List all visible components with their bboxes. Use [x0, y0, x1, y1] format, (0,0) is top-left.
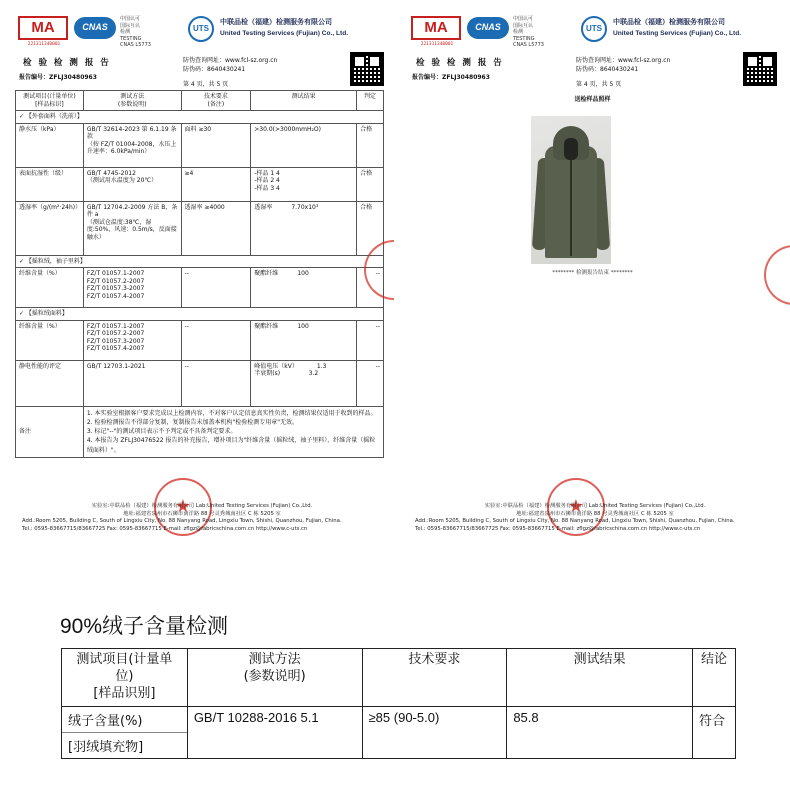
table-row: 静电性能的评定 GB/T 12703.1-2021 -- 峰值电压（kV） 1.3 半衰期(s) 3.2 -- [16, 360, 384, 406]
ma-number: 221311340001 [420, 42, 454, 47]
cnas-logo: CNAS [74, 17, 116, 39]
jacket-sample-photo [531, 116, 611, 264]
org-name-cn: 中联品检（福建）检测服务有限公司 [220, 18, 332, 26]
table-row: 纤维含量（%） FZ/T 01057.1-2007 FZ/T 01057.2-2007 FZ/T 01057.3-2007 FZ/T 01057.4-2007 -- 聚酯纤维 100 -- [16, 268, 384, 308]
report-title: 检 验 检 测 报 告 [23, 58, 111, 68]
org-name-cn: 中联品检（福建）检测服务有限公司 [613, 18, 725, 26]
qr-code-icon [350, 52, 384, 86]
cell-requirement: ≥85 (90-5.0) [362, 706, 507, 758]
report-page-right [405, 0, 780, 545]
report-page-left [12, 0, 387, 545]
col-header-requirement: 技术要求 (备注) [181, 91, 251, 111]
table-row: 透湿率（g/(m²·24h)） GB/T 12704.2-2009 方法 B，条件 a （测试仓温度:38℃，湿度:50%，风速：0.5m/s，反面接触水） 透湿率 ≥4000 透湿率 7.70x10³ 合格 [16, 201, 384, 255]
col-header-verdict: 判定 [357, 91, 384, 111]
remarks-row: 备注 1. 本实验室根据客户要求完成以上检测内容，不对客户认定信息真实性负责，检测结果仅适用于收到的样品。 2. 检验检测报告不得部分复制，复制报告未加盖本机构"检验检测专用章"无效。 3. 标记"--"的测试项目表示不予判定或不具备判定要求。 4. 本报告为 ZFLJ30476522 报告的补充报告，增补项目为"纤维含量（摇粒绒，袖子里料）、纤维含量（摇粒绒面料）"。 [16, 406, 384, 457]
down-content-title: 90%绒子含量检测 [60, 615, 229, 638]
qr-code-icon [743, 52, 777, 86]
table-header-row [62, 649, 736, 707]
report-number: 报告编号：ZFLJ30480963 [412, 74, 490, 81]
org-name-en: United Testing Services (Fujian) Co., Ltd. [613, 30, 742, 37]
table-row: 纤维含量（%） FZ/T 01057.1-2007 FZ/T 01057.2-2007 FZ/T 01057.3-2007 FZ/T 01057.4-2007 -- 聚酯纤维 100 -- [16, 320, 384, 360]
cell-conclusion: 符合 [693, 706, 736, 758]
ma-logo: MA [411, 16, 461, 40]
sample-photo-label: 送检样品照样 [574, 96, 611, 103]
page-number: 第 4 页，共 5 页 [576, 81, 622, 88]
page-number: 第 4 页，共 5 页 [183, 81, 229, 88]
report-title: 检 验 检 测 报 告 [416, 58, 504, 68]
report-titlebar [408, 54, 777, 88]
lab-footer: 实验室:中联品检（福建）检测服务有限公司 Lab:United Testing Services (Fujian) Co.,Ltd. 地址:福建省泉州市石狮市南洋路 88 号灵秀城南社区 C 栋 5205 室 Add.:Room 5205, Building C, South of Lingxiu City, No. 88 Nanyang Road, Lingxiu Town, Shishi, Quanzhou, Fujian, China. Tel.: 0595-83667715/83667725 Fax: 0595-83667715 E-mail: zflgz@fabricschina.com.cn http://www.c-uts.cn [22, 503, 342, 533]
col-header-result: 测试结果 [507, 649, 693, 707]
cell-method: GB/T 10288-2016 5.1 [187, 706, 362, 758]
verify-info: 防伪查询网址：www.fcl-sz.org.cn 防伪码：8640430241 [183, 57, 278, 73]
table-row: 表面抗湿性（级） GB/T 4745-2012 （测试用水温度为 20℃） ≥4 -样品 1 4 -样品 2 4 -样品 3 4 合格 [16, 167, 384, 201]
cnas-logo: CNAS [467, 17, 509, 39]
cell-item: 绒子含量(%) [羽绒填充物] [62, 706, 188, 758]
test-results-table [15, 90, 384, 458]
ma-logo: MA [18, 16, 68, 40]
col-header-method: 测试方法 (参数说明) [187, 649, 362, 707]
down-content-table [61, 648, 736, 759]
col-header-requirement: 技术要求 [362, 649, 507, 707]
section-row: ✓ 【摇粒绒面料】 [16, 308, 384, 321]
col-header-item: 测试项目(计量单位) [样品识别] [62, 649, 188, 707]
col-header-conclusion: 结论 [693, 649, 736, 707]
ma-number: 221311340001 [27, 42, 61, 47]
uts-logo: UTS [188, 16, 214, 42]
uts-logo: UTS [581, 16, 607, 42]
report-number: 报告编号：ZFLJ30480963 [19, 74, 97, 81]
verify-info: 防伪查询网址：www.fcl-sz.org.cn 防伪码：8640430241 [576, 57, 671, 73]
lab-footer: 实验室:中联品检（福建）检测服务有限公司 Lab:United Testing Services (Fujian) Co.,Ltd. 地址:福建省泉州市石狮市南洋路 88 号灵秀城南社区 C 栋 5205 室 Add.:Room 5205, Building C, South of Lingxiu City, No. 88 Nanyang Road, Lingxiu Town, Shishi, Quanzhou, Fujian, China. Tel.: 0595-83667715/83667725 Fax: 0595-83667715 E-mail: zflgz@fabricschina.com.cn http://www.c-uts.cn [415, 503, 735, 533]
table-header-row [16, 91, 384, 111]
cell-result: 85.8 [507, 706, 693, 758]
report-header [405, 14, 780, 52]
table-row: 静水压（kPa） GB/T 32614-2023 第 6.1.19 条款 （按 FZ/T 01004-2008，水压上升速率：6.0kPa/min） 面料 ≥30 >30.0(>3000mmH₂O) 合格 [16, 123, 384, 167]
report-end-caption: ******** 检测报告结束 ******** [552, 270, 633, 276]
section-row: ✓ 【摇粒绒，袖子里料】 [16, 255, 384, 268]
section-row: ✓ 【外套面料（洗前）】 [16, 111, 384, 124]
cnas-caption: 中国认可 国际互认 检测 TESTING CNAS L5773 [120, 16, 151, 48]
org-name-en: United Testing Services (Fujian) Co., Ltd. [220, 30, 349, 37]
col-header-method: 测试方法 (参数说明) [83, 91, 181, 111]
report-titlebar [15, 54, 384, 88]
col-header-item: 测试项目(计量单位) [样品标识] [16, 91, 84, 111]
col-header-result: 测试结果 [251, 91, 357, 111]
cnas-caption: 中国认可 国际互认 检测 TESTING CNAS L5773 [513, 16, 544, 48]
report-header [12, 14, 387, 52]
table-row [62, 706, 736, 758]
